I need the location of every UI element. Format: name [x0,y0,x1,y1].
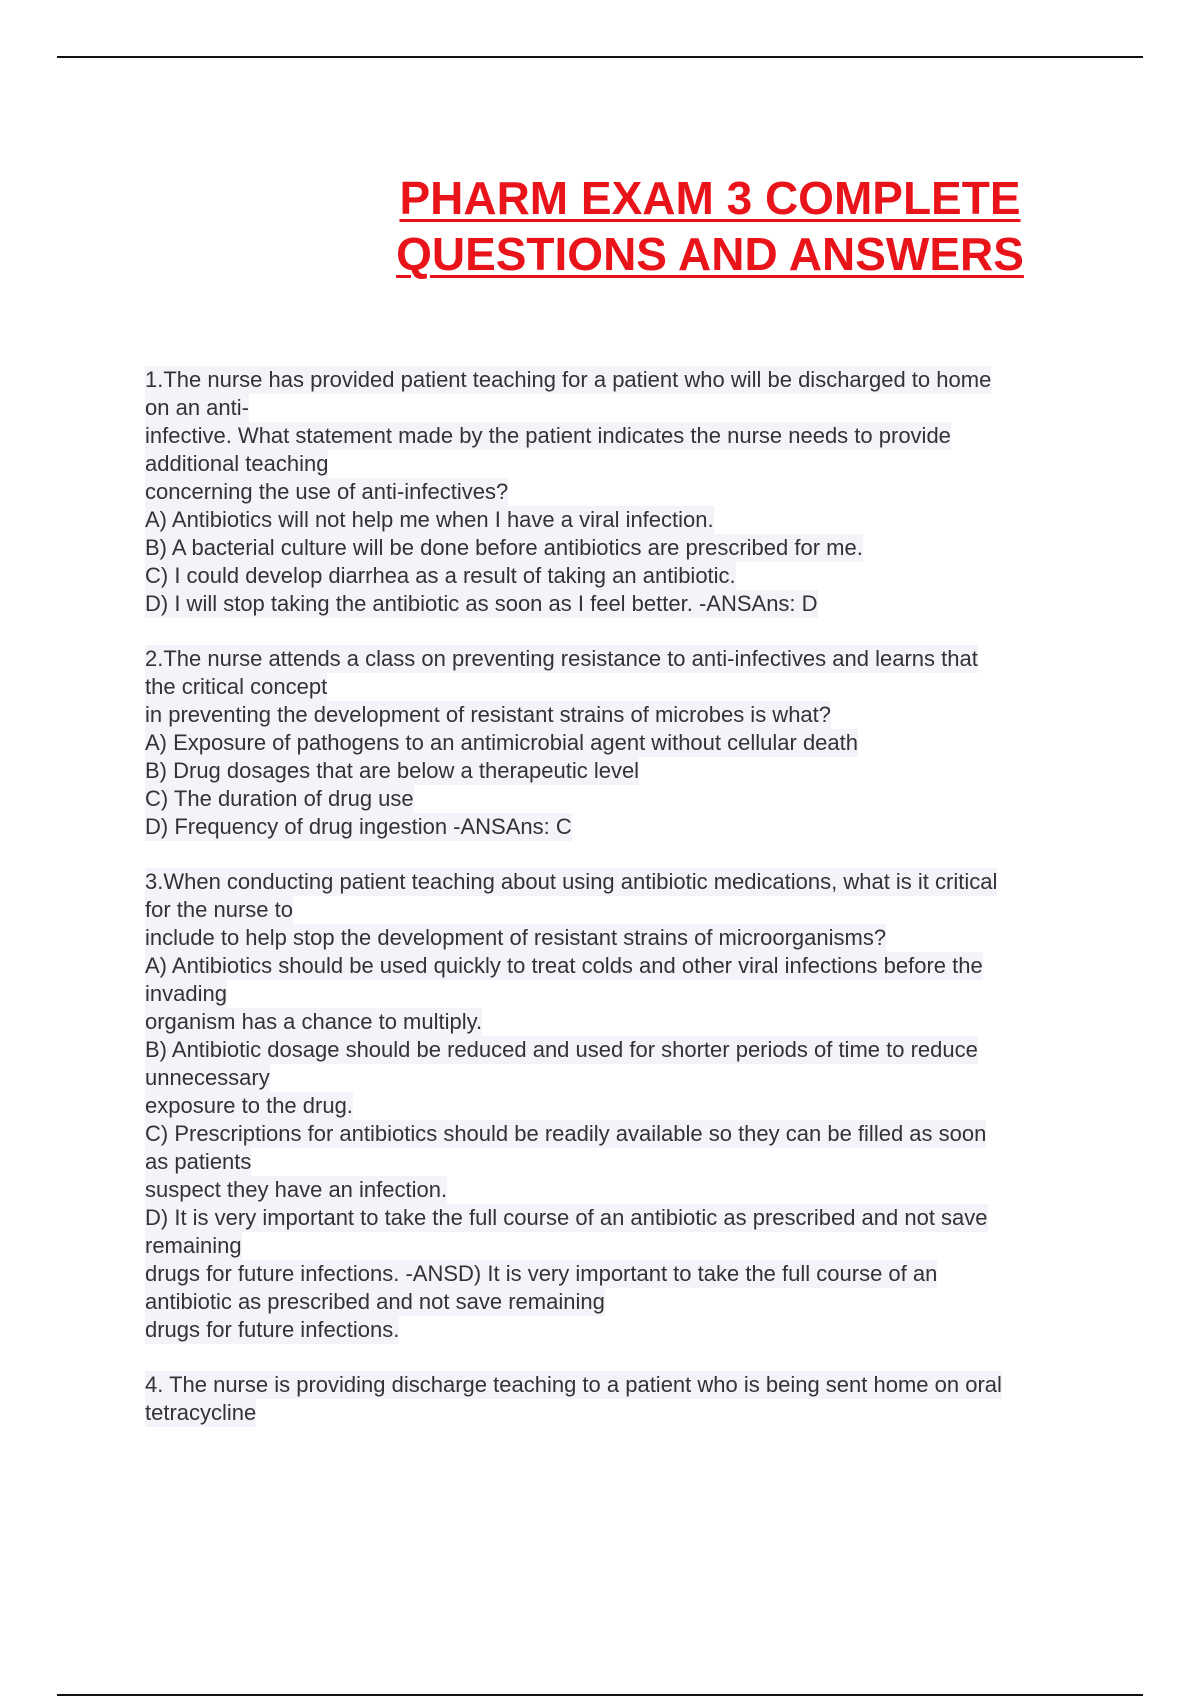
question-line: 4. The nurse is providing discharge teaching to a patient who is being sent home on oral [145,1372,1002,1397]
question-line: tetracycline [145,1400,257,1425]
answer-option: as patients [145,1149,252,1174]
answer-option: antibiotic as prescribed and not save remaining [145,1289,605,1314]
answer-option: C) I could develop diarrhea as a result of taking an antibiotic. [145,563,736,588]
question-line: 1.The nurse has provided patient teaching for a patient who will be discharged to home [145,367,992,392]
answer-option: A) Antibiotics should be used quickly to treat colds and other viral infections before the [145,953,983,978]
questions-body [145,366,1095,1427]
answer-option: unnecessary [145,1065,270,1090]
question-3 [145,868,1095,1344]
answer-option: suspect they have an infection. [145,1177,448,1202]
answer-option: D) Frequency of drug ingestion -ANSAns: C [145,814,572,839]
title-line: QUESTIONS AND ANSWERS [396,228,1024,280]
answer-option: D) It is very important to take the full course of an antibiotic as prescribed and not save [145,1205,988,1230]
question-4 [145,1371,1095,1427]
answer-option: B) Drug dosages that are below a therapeutic level [145,758,640,783]
question-line: for the nurse to [145,897,293,922]
question-line: on an anti- [145,395,249,420]
answer-option: B) A bacterial culture will be done before antibiotics are prescribed for me. [145,535,863,560]
question-line: additional teaching [145,451,329,476]
answer-option: B) Antibiotic dosage should be reduced and used for shorter periods of time to reduce [145,1037,978,1062]
answer-option: invading [145,981,227,1006]
question-line: include to help stop the development of resistant strains of microorganisms? [145,925,887,950]
question-line: 3.When conducting patient teaching about using antibiotic medications, what is it critical [145,869,998,894]
answer-option: remaining [145,1233,242,1258]
answer-option: A) Antibiotics will not help me when I have a viral infection. [145,507,714,532]
answer-option: D) I will stop taking the antibiotic as soon as I feel better. -ANSAns: D [145,591,818,616]
bottom-rule [57,1694,1143,1696]
question-line: 2.The nurse attends a class on preventing resistance to anti-infectives and learns that [145,646,978,671]
question-1 [145,366,1095,618]
answer-option: exposure to the drug. [145,1093,353,1118]
question-line: in preventing the development of resistant strains of microbes is what? [145,702,832,727]
question-line: concerning the use of anti-infectives? [145,479,509,504]
answer-option: C) The duration of drug use [145,786,414,811]
document-title [360,170,1060,282]
answer-option: drugs for future infections. [145,1317,400,1342]
top-rule [57,56,1143,58]
title-line: PHARM EXAM 3 COMPLETE [399,172,1021,224]
answer-option: drugs for future infections. -ANSD) It is very important to take the full course of an [145,1261,938,1286]
answer-option: A) Exposure of pathogens to an antimicrobial agent without cellular death [145,730,858,755]
question-line: the critical concept [145,674,328,699]
answer-option: C) Prescriptions for antibiotics should be readily available so they can be filled as soon [145,1121,987,1146]
question-2 [145,645,1095,841]
question-line: infective. What statement made by the patient indicates the nurse needs to provide [145,423,951,448]
answer-option: organism has a chance to multiply. [145,1009,483,1034]
